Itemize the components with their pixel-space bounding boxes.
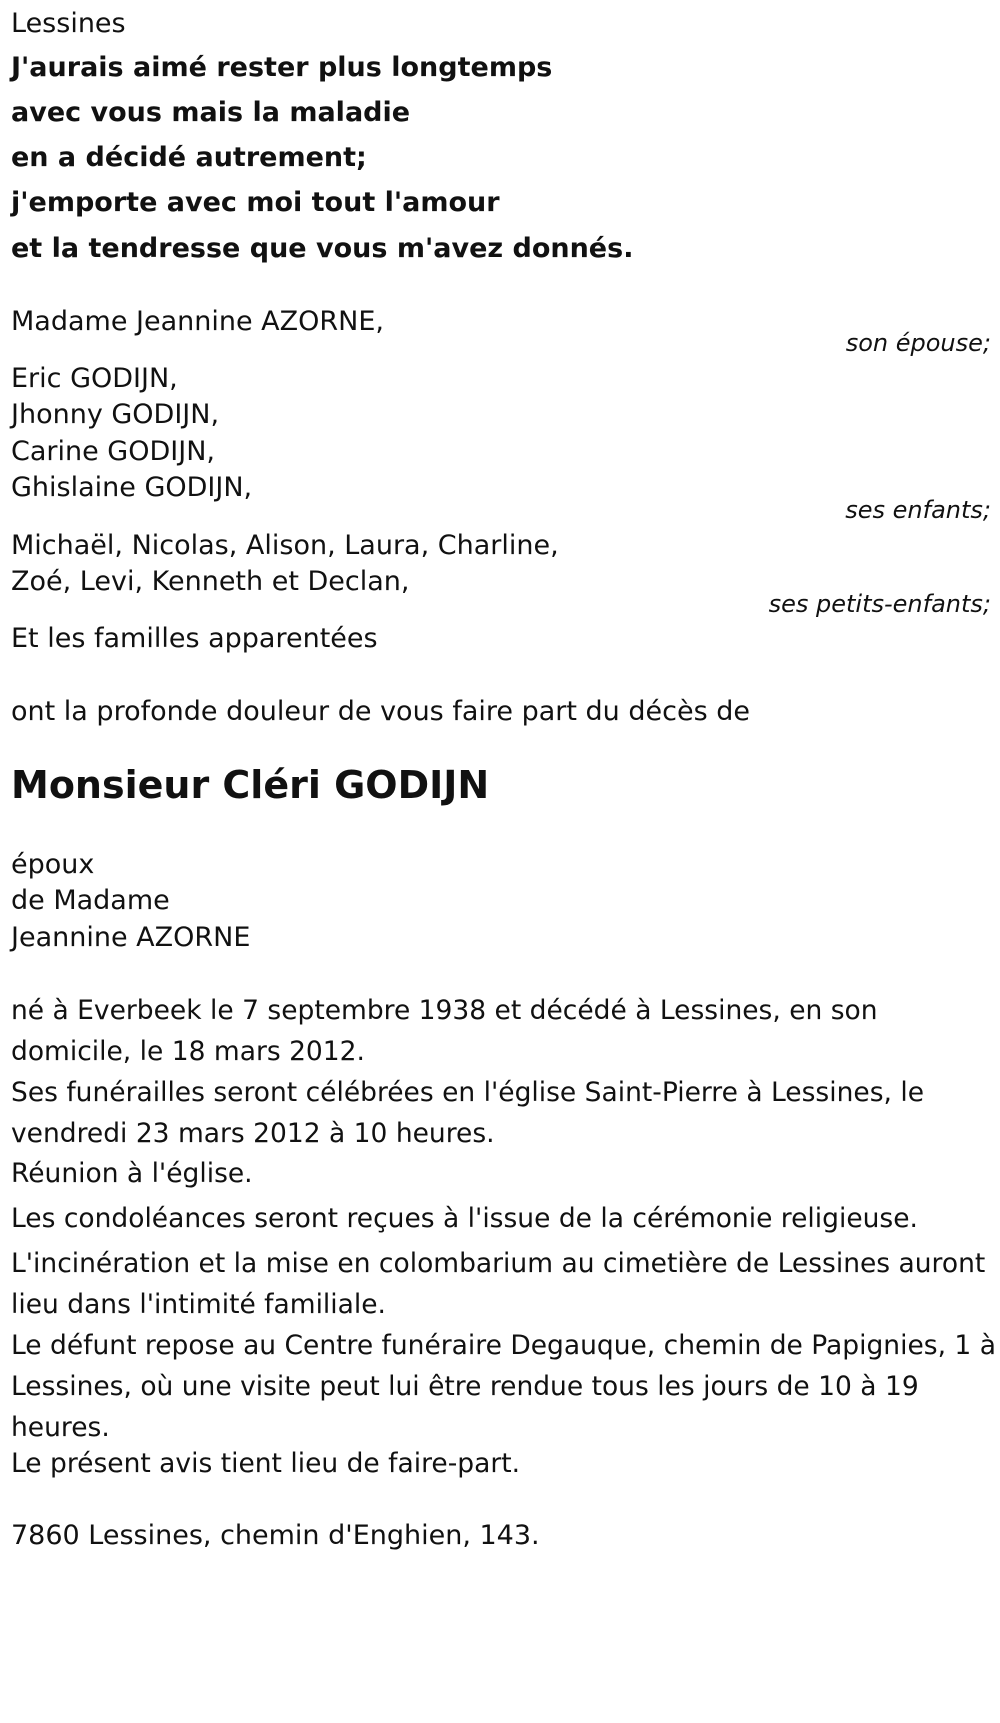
poem-line: en a décidé autrement; (11, 142, 367, 173)
relation-line: époux (11, 849, 95, 880)
spouse-name: Madame Jeannine AZORNE, (11, 306, 384, 337)
address: 7860 Lessines, chemin d'Enghien, 143. (11, 1520, 540, 1551)
location-header: Lessines (11, 8, 126, 39)
poem-line: J'aurais aimé rester plus longtemps (11, 52, 553, 83)
birth-death-paragraph: né à Everbeek le 7 septembre 1938 et décédé à Lessines, en son domicile, le 18 mars 2012. (11, 995, 878, 1067)
children-role: ses enfants; (845, 496, 991, 524)
relatives-line: Et les familles apparentées (11, 623, 378, 654)
visitation-paragraph: Le défunt repose au Centre funéraire Degauque, chemin de Papignies, 1 à Lessines, où une visite peut lui être rendue tous les jours de 10 à 19 heures. (11, 1330, 996, 1443)
funeral-paragraph: Ses funérailles seront célébrées en l'église Saint-Pierre à Lessines, le vendredi 23 mars 2012 à 10 heures. (11, 1077, 925, 1149)
poem-line: avec vous mais la maladie (11, 97, 411, 128)
grandchildren-line: Michaël, Nicolas, Alison, Laura, Charline, (11, 530, 559, 561)
grandchildren-role: ses petits-enfants; (768, 590, 991, 618)
spouse-role: son épouse; (845, 329, 991, 357)
child-name: Carine GODIJN, (11, 436, 215, 467)
poem-line: et la tendresse que vous m'avez donnés. (11, 233, 634, 264)
notice-paragraph: Le présent avis tient lieu de faire-part. (11, 1448, 521, 1479)
poem-line: j'emporte avec moi tout l'amour (11, 187, 500, 218)
child-name: Eric GODIJN, (11, 363, 178, 394)
condolences-paragraph: Les condoléances seront reçues à l'issue de la cérémonie religieuse. (11, 1203, 918, 1234)
deceased-name: Monsieur Cléri GODIJN (11, 763, 490, 807)
child-name: Ghislaine GODIJN, (11, 472, 253, 503)
grandchildren-line: Zoé, Levi, Kenneth et Declan, (11, 566, 410, 597)
relation-line: de Madame (11, 885, 170, 916)
child-name: Jhonny GODIJN, (11, 399, 220, 430)
announcement: ont la profonde douleur de vous faire part du décès de (11, 696, 750, 727)
meeting-paragraph: Réunion à l'église. (11, 1158, 253, 1189)
relation-line: Jeannine AZORNE (11, 922, 251, 953)
incineration-paragraph: L'incinération et la mise en colombarium au cimetière de Lessines auront lieu dans l'intimité familiale. (11, 1248, 986, 1320)
